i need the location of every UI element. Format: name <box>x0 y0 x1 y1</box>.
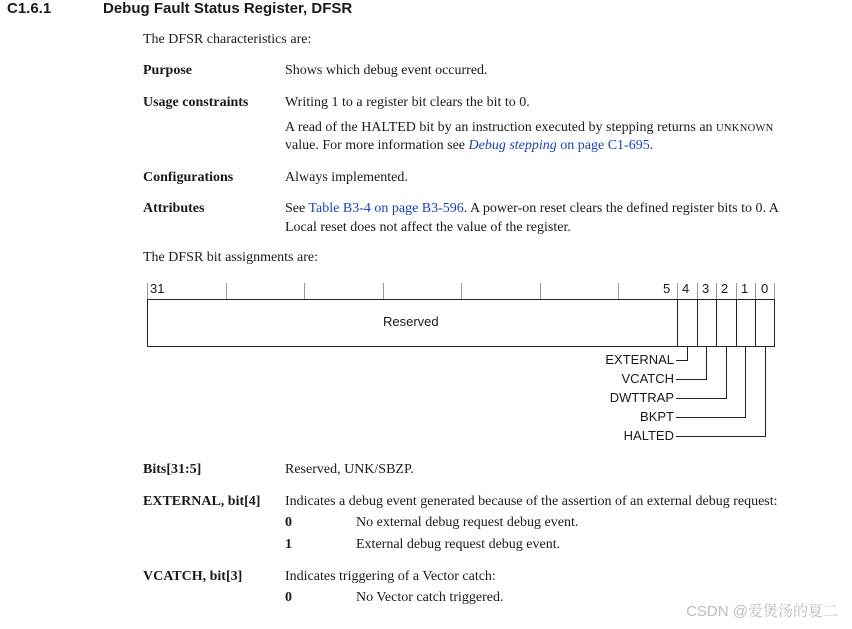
bit-label-1: 1 <box>741 281 749 296</box>
vcatch-field-text: Indicates triggering of a Vector catch: <box>285 569 496 584</box>
external-value-1-text: External debug request debug event. <box>356 537 561 552</box>
usage-line3-text: value. For more information see <box>285 138 469 153</box>
usage-line3-end: . <box>649 138 654 153</box>
external-field-term: EXTERNAL, bit[4] <box>143 494 261 509</box>
intro-text: The DFSR characteristics are: <box>143 32 312 47</box>
reserved-field-label: Reserved <box>383 314 439 329</box>
attributes-see: See <box>285 201 309 216</box>
usage-line1: Writing 1 to a register bit clears the bit to 0. <box>285 95 530 110</box>
vcatch-value-0: 0 <box>285 590 292 605</box>
table-b3-4-link[interactable]: Table B3-4 on page B3-596 <box>308 201 464 216</box>
dwttrap-bit-label: DWTTRAP <box>609 390 674 405</box>
usage-line2-text: A read of the HALTED bit by an instruction executed by stepping returns an <box>285 120 717 135</box>
attributes-line2: Local reset does not affect the value of the register. <box>285 220 571 235</box>
configurations-term: Configurations <box>143 170 234 185</box>
bit-label-2: 2 <box>721 281 729 296</box>
usage-term: Usage constraints <box>143 95 249 110</box>
configurations-text: Always implemented. <box>285 170 408 185</box>
vcatch-value-0-text: No Vector catch triggered. <box>356 590 504 605</box>
debug-stepping-link[interactable]: Debug stepping <box>468 138 557 153</box>
external-bit-label: EXTERNAL <box>605 352 674 367</box>
external-value-0-text: No external debug request debug event. <box>356 515 579 530</box>
bit-label-4: 4 <box>682 281 690 296</box>
vcatch-field-term: VCATCH, bit[3] <box>143 569 243 584</box>
unknown-smallcaps: UNKNOWN <box>716 123 774 134</box>
bit-label-3: 3 <box>702 281 710 296</box>
bit-label-0: 0 <box>761 281 769 296</box>
external-value-1: 1 <box>285 537 292 552</box>
purpose-term: Purpose <box>143 63 192 78</box>
bits31-5-term: Bits[31:5] <box>143 462 202 477</box>
bit-label-5: 5 <box>663 281 671 296</box>
bit-assignments-intro: The DFSR bit assignments are: <box>143 250 318 265</box>
debug-stepping-page-link[interactable]: on page C1-695 <box>556 138 650 153</box>
bits31-5-text: Reserved, UNK/SBZP. <box>285 462 414 477</box>
external-value-0: 0 <box>285 515 292 530</box>
external-field-text: Indicates a debug event generated because of the assertion of an external debug request: <box>285 494 778 509</box>
attributes-line1-rest: . A power-on reset clears the defined register bits to 0. A <box>463 201 779 216</box>
attributes-term: Attributes <box>143 201 205 216</box>
halted-bit-label: HALTED <box>623 428 674 443</box>
bkpt-bit-label: BKPT <box>640 409 674 424</box>
vcatch-bit-label: VCATCH <box>621 371 674 386</box>
bit-label-31: 31 <box>150 281 165 296</box>
section-title: Debug Fault Status Register, DFSR <box>103 0 353 17</box>
csdn-watermark: CSDN @爱煲汤的夏二 <box>686 603 838 620</box>
purpose-text: Shows which debug event occurred. <box>285 63 488 78</box>
section-number: C1.6.1 <box>7 0 52 17</box>
